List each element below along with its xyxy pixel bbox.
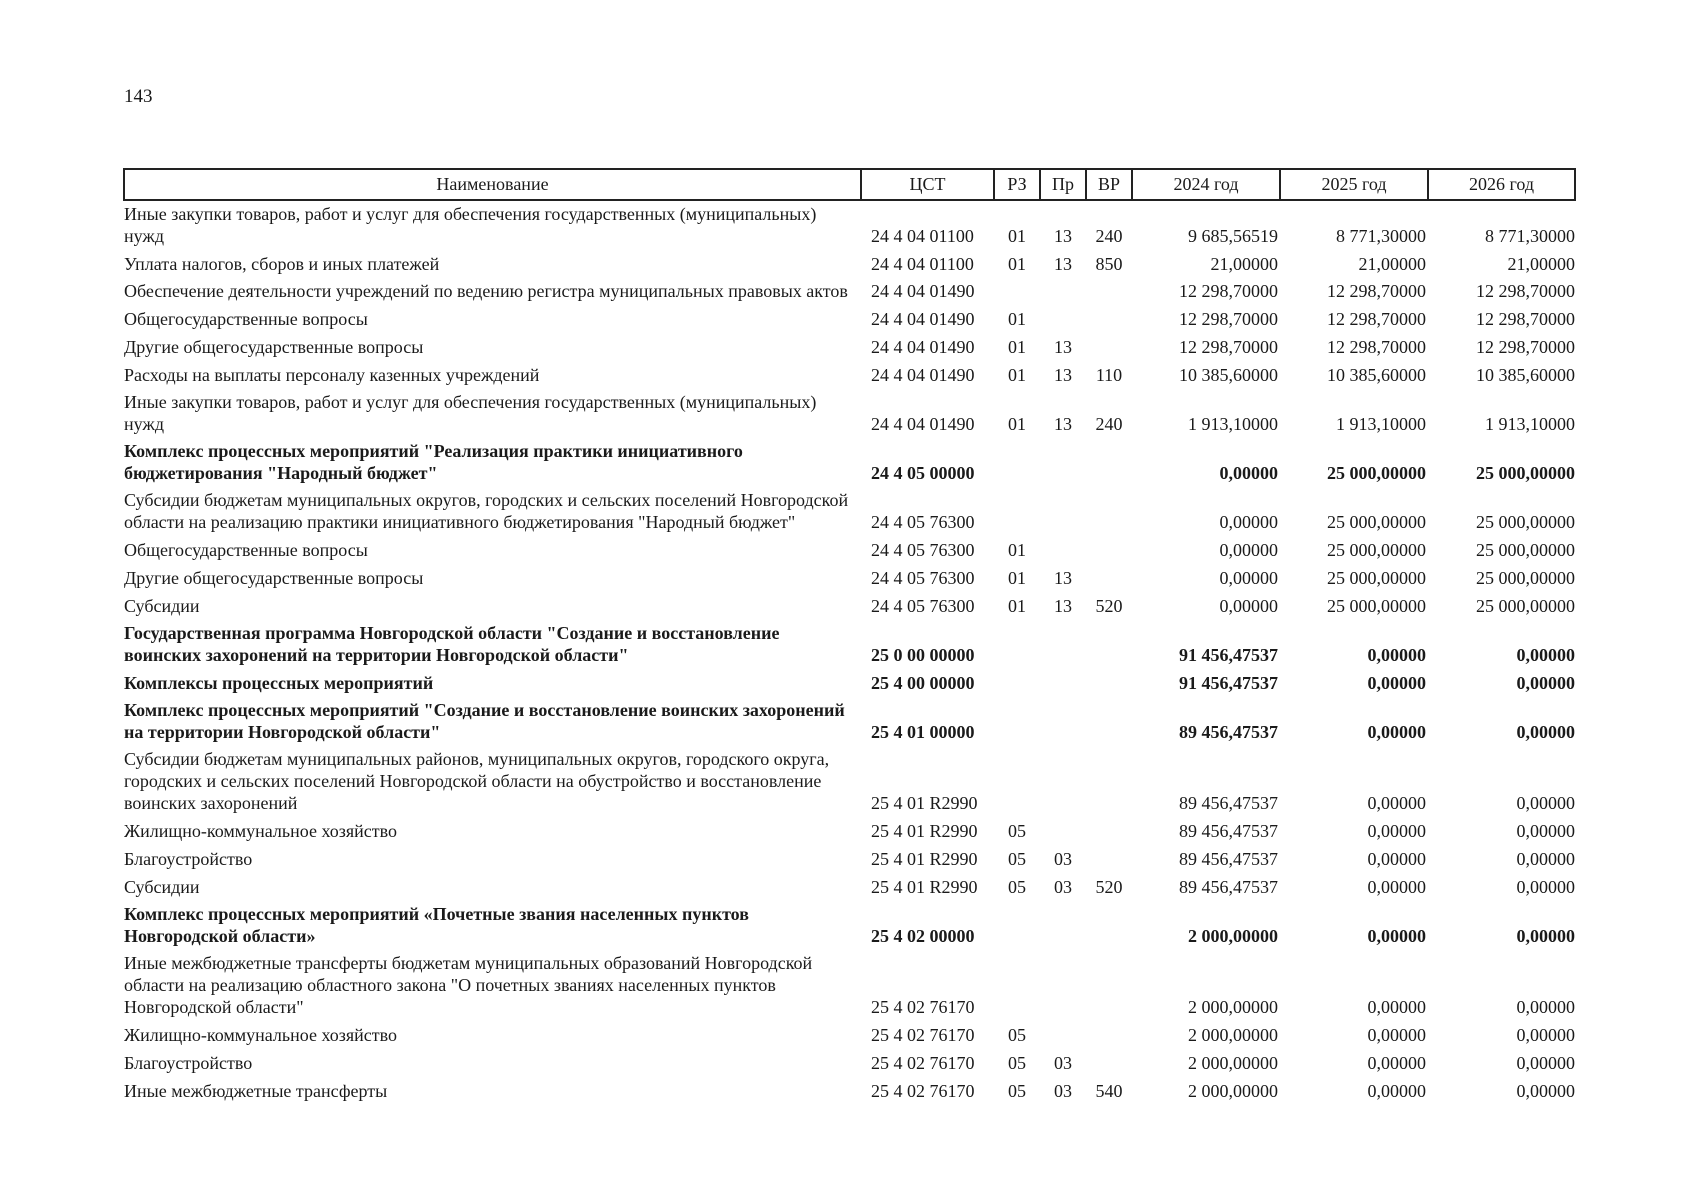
cell-pr <box>1040 950 1086 1021</box>
cell-rz: 01 <box>1008 226 1026 246</box>
header-2026: 2026 год <box>1428 169 1575 200</box>
cell-vr <box>1086 697 1132 746</box>
cell-pr <box>1040 620 1086 669</box>
cell-2024: 89 456,47537 <box>1179 722 1278 742</box>
cell-2024: 2 000,00000 <box>1188 1025 1278 1045</box>
cell-2026: 0,00000 <box>1516 1081 1575 1101</box>
cell-cst: 25 4 01 R2990 <box>871 793 978 813</box>
cell-2026: 0,00000 <box>1516 1053 1575 1073</box>
cell-rz <box>994 438 1040 487</box>
table-row <box>124 817 1575 845</box>
cell-2026: 0,00000 <box>1516 926 1575 946</box>
cell-pr <box>1040 487 1086 536</box>
cell-2025: 12 298,70000 <box>1327 309 1426 329</box>
cell-2025: 25 000,00000 <box>1327 596 1426 616</box>
cell-cst: 24 4 04 01490 <box>871 365 975 385</box>
header-pr: Пр <box>1040 169 1086 200</box>
cell-cst: 24 4 05 76300 <box>871 596 975 616</box>
table-row <box>124 305 1575 333</box>
cell-2025: 0,00000 <box>1367 821 1426 841</box>
cell-2024: 0,00000 <box>1219 512 1278 532</box>
cell-2024: 91 456,47537 <box>1179 645 1278 665</box>
cell-vr <box>1086 487 1132 536</box>
table-row <box>124 1021 1575 1049</box>
cell-pr <box>1040 669 1086 697</box>
table-row <box>124 536 1575 564</box>
cell-2024: 1 913,10000 <box>1188 414 1278 434</box>
table-row <box>124 950 1575 1021</box>
cell-2024: 0,00000 <box>1219 540 1278 560</box>
cell-pr <box>1040 746 1086 817</box>
header-2024: 2024 год <box>1132 169 1280 200</box>
cell-vr: 240 <box>1095 226 1123 246</box>
cell-2024: 0,00000 <box>1219 596 1278 616</box>
table-row <box>124 564 1575 592</box>
cell-vr <box>1086 305 1132 333</box>
table-row <box>124 389 1575 438</box>
cell-rz: 01 <box>1008 596 1026 616</box>
cell-2024: 10 385,60000 <box>1179 365 1278 385</box>
cell-name: Иные закупки товаров, работ и услуг для обеспечения государственных (муниципальных) нужд <box>124 204 817 246</box>
cell-2025: 25 000,00000 <box>1327 568 1426 588</box>
cell-2026: 12 298,70000 <box>1476 337 1575 357</box>
cell-2024: 89 456,47537 <box>1179 793 1278 813</box>
cell-2025: 21,00000 <box>1358 254 1426 274</box>
cell-vr <box>1086 1049 1132 1077</box>
cell-2026: 0,00000 <box>1516 645 1575 665</box>
cell-name: Уплата налогов, сборов и иных платежей <box>124 254 440 274</box>
cell-2026: 0,00000 <box>1516 1025 1575 1045</box>
cell-rz: 01 <box>1008 414 1026 434</box>
table-row <box>124 333 1575 361</box>
cell-2024: 91 456,47537 <box>1179 673 1278 693</box>
cell-name: Иные межбюджетные трансферты <box>124 1081 388 1101</box>
cell-name: Общегосударственные вопросы <box>124 540 368 560</box>
cell-2025: 0,00000 <box>1367 722 1426 742</box>
table-row <box>124 697 1575 746</box>
table-row <box>124 845 1575 873</box>
cell-2026: 25 000,00000 <box>1476 568 1575 588</box>
cell-2025: 0,00000 <box>1367 645 1426 665</box>
header-vr: ВР <box>1086 169 1132 200</box>
cell-pr <box>1040 901 1086 950</box>
cell-cst: 24 4 04 01490 <box>871 337 975 357</box>
cell-vr <box>1086 564 1132 592</box>
cell-2026: 12 298,70000 <box>1476 309 1575 329</box>
cell-cst: 24 4 04 01100 <box>871 226 974 246</box>
cell-2026: 0,00000 <box>1516 877 1575 897</box>
cell-2025: 0,00000 <box>1367 849 1426 869</box>
cell-pr <box>1040 817 1086 845</box>
cell-name: Комплекс процессных мероприятий "Создание и восстановление воинских захоронений на территории Новгородской области" <box>124 700 845 742</box>
cell-rz: 01 <box>1008 540 1026 560</box>
cell-rz <box>994 901 1040 950</box>
cell-rz <box>994 278 1040 305</box>
cell-vr <box>1086 620 1132 669</box>
cell-cst: 24 4 05 00000 <box>871 463 975 483</box>
cell-2026: 25 000,00000 <box>1476 596 1575 616</box>
cell-2025: 25 000,00000 <box>1327 512 1426 532</box>
cell-2024: 12 298,70000 <box>1179 281 1278 301</box>
cell-pr: 13 <box>1054 226 1072 246</box>
cell-rz <box>994 746 1040 817</box>
cell-name: Государственная программа Новгородской области "Создание и восстановление воинских захоронений на территории Новгородской области" <box>124 623 780 665</box>
cell-2026: 25 000,00000 <box>1476 512 1575 532</box>
cell-2026: 25 000,00000 <box>1476 463 1575 483</box>
cell-pr: 13 <box>1054 337 1072 357</box>
cell-cst: 25 4 02 76170 <box>871 997 975 1017</box>
cell-2024: 12 298,70000 <box>1179 309 1278 329</box>
cell-rz: 05 <box>1008 821 1026 841</box>
cell-vr <box>1086 333 1132 361</box>
cell-rz: 05 <box>1008 1025 1026 1045</box>
cell-vr: 240 <box>1095 414 1123 434</box>
cell-rz: 01 <box>1008 365 1026 385</box>
header-rz: РЗ <box>994 169 1040 200</box>
cell-rz <box>994 950 1040 1021</box>
cell-cst: 24 4 05 76300 <box>871 568 975 588</box>
table-row <box>124 278 1575 305</box>
cell-rz: 05 <box>1008 849 1026 869</box>
table-row <box>124 669 1575 697</box>
cell-cst: 25 4 01 R2990 <box>871 849 978 869</box>
table-body <box>124 200 1575 1105</box>
cell-vr <box>1086 669 1132 697</box>
cell-rz <box>994 620 1040 669</box>
cell-pr <box>1040 536 1086 564</box>
cell-pr: 03 <box>1054 1081 1072 1101</box>
cell-vr <box>1086 845 1132 873</box>
cell-2026: 0,00000 <box>1516 793 1575 813</box>
cell-2024: 21,00000 <box>1210 254 1278 274</box>
cell-2025: 0,00000 <box>1367 1025 1426 1045</box>
cell-name: Расходы на выплаты персоналу казенных учреждений <box>124 365 540 385</box>
cell-name: Обеспечение деятельности учреждений по ведению регистра муниципальных правовых актов <box>124 281 848 301</box>
cell-name: Иные закупки товаров, работ и услуг для обеспечения государственных (муниципальных) нужд <box>124 392 817 434</box>
table-row <box>124 1049 1575 1077</box>
table-row <box>124 438 1575 487</box>
cell-2026: 0,00000 <box>1516 997 1575 1017</box>
cell-2024: 2 000,00000 <box>1188 997 1278 1017</box>
header-name: Наименование <box>124 169 861 200</box>
cell-2026: 0,00000 <box>1516 673 1575 693</box>
cell-vr: 850 <box>1095 254 1123 274</box>
cell-name: Комплексы процессных мероприятий <box>124 673 434 693</box>
cell-rz <box>994 487 1040 536</box>
cell-vr <box>1086 746 1132 817</box>
cell-vr: 520 <box>1095 877 1123 897</box>
cell-rz: 05 <box>1008 1053 1026 1073</box>
cell-vr <box>1086 950 1132 1021</box>
cell-2025: 12 298,70000 <box>1327 337 1426 357</box>
cell-pr <box>1040 1021 1086 1049</box>
budget-table <box>123 168 1576 1105</box>
cell-rz <box>994 697 1040 746</box>
table-row <box>124 250 1575 278</box>
cell-cst: 25 4 02 76170 <box>871 1053 975 1073</box>
header-cst: ЦСТ <box>861 169 994 200</box>
cell-vr <box>1086 817 1132 845</box>
cell-2024: 2 000,00000 <box>1188 1053 1278 1073</box>
cell-cst: 25 4 02 76170 <box>871 1025 975 1045</box>
cell-cst: 24 4 04 01100 <box>871 254 974 274</box>
cell-vr: 520 <box>1095 596 1123 616</box>
cell-cst: 25 4 01 R2990 <box>871 877 978 897</box>
cell-2026: 8 771,30000 <box>1485 226 1575 246</box>
header-row <box>124 169 1575 200</box>
cell-rz <box>994 669 1040 697</box>
cell-2025: 25 000,00000 <box>1327 463 1426 483</box>
table-row <box>124 873 1575 901</box>
cell-2025: 0,00000 <box>1367 1053 1426 1073</box>
cell-2025: 0,00000 <box>1367 793 1426 813</box>
cell-cst: 24 4 04 01490 <box>871 281 975 301</box>
cell-name: Жилищно-коммунальное хозяйство <box>124 821 398 841</box>
cell-rz: 01 <box>1008 337 1026 357</box>
cell-2024: 2 000,00000 <box>1188 926 1278 946</box>
cell-2026: 0,00000 <box>1516 821 1575 841</box>
cell-name: Другие общегосударственные вопросы <box>124 568 424 588</box>
cell-name: Субсидии <box>124 877 200 897</box>
cell-2025: 25 000,00000 <box>1327 540 1426 560</box>
cell-2024: 0,00000 <box>1219 463 1278 483</box>
cell-name: Субсидии <box>124 596 200 616</box>
cell-cst: 25 4 02 00000 <box>871 926 975 946</box>
cell-pr: 13 <box>1054 568 1072 588</box>
cell-pr: 03 <box>1054 877 1072 897</box>
cell-pr <box>1040 438 1086 487</box>
table-row <box>124 487 1575 536</box>
cell-vr <box>1086 1021 1132 1049</box>
cell-2025: 10 385,60000 <box>1327 365 1426 385</box>
cell-2024: 2 000,00000 <box>1188 1081 1278 1101</box>
cell-cst: 25 0 00 00000 <box>871 645 975 665</box>
cell-name: Общегосударственные вопросы <box>124 309 368 329</box>
table-row <box>124 746 1575 817</box>
cell-pr: 13 <box>1054 596 1072 616</box>
cell-2026: 12 298,70000 <box>1476 281 1575 301</box>
cell-2026: 21,00000 <box>1507 254 1575 274</box>
cell-2025: 0,00000 <box>1367 997 1426 1017</box>
cell-2024: 0,00000 <box>1219 568 1278 588</box>
cell-name: Субсидии бюджетам муниципальных районов, муниципальных округов, городского округа, городских и сельских поселений Новгородской области на обустройство и восстановление воинских захоронений <box>124 749 830 813</box>
cell-name: Благоустройство <box>124 1053 253 1073</box>
cell-cst: 25 4 02 76170 <box>871 1081 975 1101</box>
cell-rz: 05 <box>1008 1081 1026 1101</box>
cell-cst: 24 4 05 76300 <box>871 540 975 560</box>
cell-2026: 0,00000 <box>1516 849 1575 869</box>
cell-2026: 1 913,10000 <box>1485 414 1575 434</box>
table-row <box>124 200 1575 250</box>
table-row <box>124 620 1575 669</box>
table-header <box>124 169 1575 200</box>
cell-2025: 12 298,70000 <box>1327 281 1426 301</box>
cell-2024: 89 456,47537 <box>1179 877 1278 897</box>
cell-name: Комплекс процессных мероприятий «Почетные звания населенных пунктов Новгородской области» <box>124 904 749 946</box>
cell-rz: 01 <box>1008 309 1026 329</box>
cell-cst: 24 4 04 01490 <box>871 309 975 329</box>
cell-2024: 89 456,47537 <box>1179 849 1278 869</box>
cell-name: Субсидии бюджетам муниципальных округов, городских и сельских поселений Новгородской области на реализацию практики инициативного бюджетирования "Народный бюджет" <box>124 490 849 532</box>
cell-pr: 13 <box>1054 254 1072 274</box>
cell-vr <box>1086 278 1132 305</box>
cell-2025: 8 771,30000 <box>1336 226 1426 246</box>
cell-name: Другие общегосударственные вопросы <box>124 337 424 357</box>
cell-cst: 24 4 05 76300 <box>871 512 975 532</box>
cell-2025: 1 913,10000 <box>1336 414 1426 434</box>
cell-name: Иные межбюджетные трансферты бюджетам муниципальных образований Новгородской области на реализацию областного закона "О почетных званиях населенных пунктов Новгородской области" <box>124 953 813 1017</box>
table-row <box>124 901 1575 950</box>
cell-pr: 03 <box>1054 1053 1072 1073</box>
cell-2026: 10 385,60000 <box>1476 365 1575 385</box>
cell-2024: 89 456,47537 <box>1179 821 1278 841</box>
cell-vr <box>1086 438 1132 487</box>
cell-name: Жилищно-коммунальное хозяйство <box>124 1025 398 1045</box>
cell-cst: 25 4 01 00000 <box>871 722 975 742</box>
cell-pr <box>1040 305 1086 333</box>
cell-2024: 9 685,56519 <box>1188 226 1278 246</box>
header-2025: 2025 год <box>1280 169 1428 200</box>
cell-rz: 01 <box>1008 254 1026 274</box>
cell-cst: 24 4 04 01490 <box>871 414 975 434</box>
cell-pr: 03 <box>1054 849 1072 869</box>
cell-2026: 25 000,00000 <box>1476 540 1575 560</box>
cell-cst: 25 4 01 R2990 <box>871 821 978 841</box>
cell-2025: 0,00000 <box>1367 673 1426 693</box>
cell-pr <box>1040 278 1086 305</box>
cell-vr <box>1086 536 1132 564</box>
cell-rz: 05 <box>1008 877 1026 897</box>
page-number: 143 <box>124 86 153 107</box>
table-row <box>124 592 1575 620</box>
cell-pr: 13 <box>1054 414 1072 434</box>
cell-rz: 01 <box>1008 568 1026 588</box>
cell-vr: 110 <box>1095 365 1123 385</box>
cell-2025: 0,00000 <box>1367 1081 1426 1101</box>
cell-cst: 25 4 00 00000 <box>871 673 975 693</box>
table-row <box>124 361 1575 389</box>
cell-pr <box>1040 697 1086 746</box>
cell-pr: 13 <box>1054 365 1072 385</box>
cell-name: Благоустройство <box>124 849 253 869</box>
cell-vr: 540 <box>1095 1081 1123 1101</box>
cell-2025: 0,00000 <box>1367 877 1426 897</box>
cell-2026: 0,00000 <box>1516 722 1575 742</box>
cell-2025: 0,00000 <box>1367 926 1426 946</box>
cell-name: Комплекс процессных мероприятий "Реализация практики инициативного бюджетирования "Народный бюджет" <box>124 441 743 483</box>
cell-2024: 12 298,70000 <box>1179 337 1278 357</box>
cell-vr <box>1086 901 1132 950</box>
table-row <box>124 1077 1575 1105</box>
